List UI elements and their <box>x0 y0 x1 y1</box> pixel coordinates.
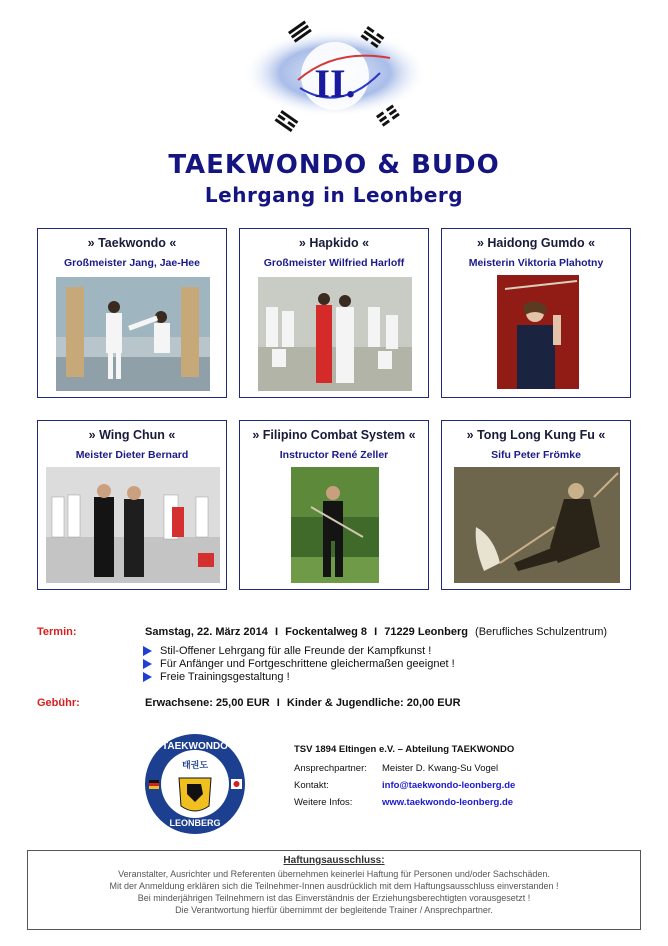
org-name: TSV 1894 Eltingen e.V. – Abteilung TAEKWONDO <box>294 744 515 755</box>
haidong-gumdo-photo <box>497 275 579 389</box>
logo-korean-text: 태권도 <box>181 760 209 770</box>
page-subtitle: Lehrgang in Leonberg <box>204 183 464 207</box>
card-instructor: Großmeister Wilfried Harloff <box>263 257 405 269</box>
info-label: Weitere Infos: <box>294 797 353 808</box>
card-title: » Haidong Gumdo « <box>476 236 596 250</box>
card-filipino-combat <box>239 420 429 590</box>
contact-email-link[interactable]: info@taekwondo-leonberg.de <box>382 780 516 791</box>
arrow-right-icon <box>143 659 152 669</box>
list-item: Freie Trainingsgestaltung ! <box>143 671 290 683</box>
fee-kids: Kinder & Jugendliche: 20,00 EUR <box>286 697 461 709</box>
card-instructor: Meisterin Viktoria Plahotny <box>468 257 604 269</box>
termin-place: (Berufliches Schulzentrum) <box>475 626 608 638</box>
fee-label: Gebühr: <box>37 697 80 709</box>
partner-value: Meister D. Kwang-Su Vogel <box>382 763 499 774</box>
partner-label: Ansprechpartner: <box>294 763 367 774</box>
fee-line <box>145 697 461 709</box>
tong-long-kung-fu-photo <box>454 467 620 583</box>
event-emblem <box>240 18 430 140</box>
disclaimer-line: Die Verantwortung hierfür übernimmt der begleitende Trainer / Ansprechpartner. <box>175 905 493 915</box>
contact-label: Kontakt: <box>294 780 329 791</box>
termin-date: Samstag, 22. März 2014 <box>145 626 268 638</box>
club-logo <box>143 732 247 836</box>
filipino-combat-photo <box>291 467 379 583</box>
card-haidong-gumdo <box>441 228 631 398</box>
website-link[interactable]: www.taekwondo-leonberg.de <box>382 797 514 808</box>
termin-city: 71229 Leonberg <box>384 626 468 638</box>
card-instructor: Großmeister Jang, Jae-Hee <box>64 257 200 269</box>
logo-top-text: TAEKWONDO <box>162 741 228 752</box>
card-taekwondo <box>37 228 227 398</box>
disclaimer-box <box>27 850 641 930</box>
card-hapkido <box>239 228 429 398</box>
disclaimer-title: Haftungsausschluss: <box>283 855 385 866</box>
card-title: » Hapkido « <box>298 236 370 250</box>
logo-bottom-text: LEONBERG <box>169 818 221 828</box>
disclaimer-line: Mit der Anmeldung erklären sich die Teilnehmer-Innen ausdrücklich mit dem Haftungsausschluss einverstanden ! <box>109 881 559 891</box>
card-wing-chun <box>37 420 227 590</box>
disclaimer-line: Veranstalter, Ausrichter und Referenten übernehmen keinerlei Haftung für Personen und/oder Sachschäden. <box>118 869 550 879</box>
card-instructor: Meister Dieter Bernard <box>75 449 189 461</box>
separator: I <box>374 626 378 638</box>
list-item: Stil-Offener Lehrgang für alle Freunde der Kampfkunst ! <box>143 645 431 657</box>
arrow-right-icon <box>143 646 152 656</box>
arrow-right-icon <box>143 672 152 682</box>
separator: I <box>274 626 279 638</box>
card-title: » Filipino Combat System « <box>252 428 416 442</box>
termin-line <box>145 626 607 638</box>
emblem-numeral: II. <box>314 61 356 106</box>
wing-chun-photo <box>46 467 220 583</box>
separator: I <box>276 697 280 709</box>
card-title: » Tong Long Kung Fu « <box>466 428 606 442</box>
taekwondo-photo <box>56 277 210 391</box>
termin-address: Fockentalweg 8 <box>285 626 368 638</box>
page-title: TAEKWONDO & BUDO <box>168 150 500 180</box>
hapkido-photo <box>258 277 412 391</box>
card-instructor: Instructor René Zeller <box>279 449 389 461</box>
list-item: Für Anfänger und Fortgeschrittene gleichermaßen geeignet ! <box>143 658 455 670</box>
card-tong-long-kung-fu <box>441 420 631 590</box>
card-instructor: Sifu Peter Frömke <box>491 449 581 461</box>
termin-label: Termin: <box>37 626 77 638</box>
fee-adults: Erwachsene: 25,00 EUR <box>145 697 270 709</box>
card-title: » Taekwondo « <box>87 236 177 250</box>
disclaimer-line: Bei minderjährigen Teilnehmern ist das Einverständnis der Erziehungsberechtigten vorausgesetzt ! <box>137 893 531 903</box>
card-title: » Wing Chun « <box>88 428 176 442</box>
